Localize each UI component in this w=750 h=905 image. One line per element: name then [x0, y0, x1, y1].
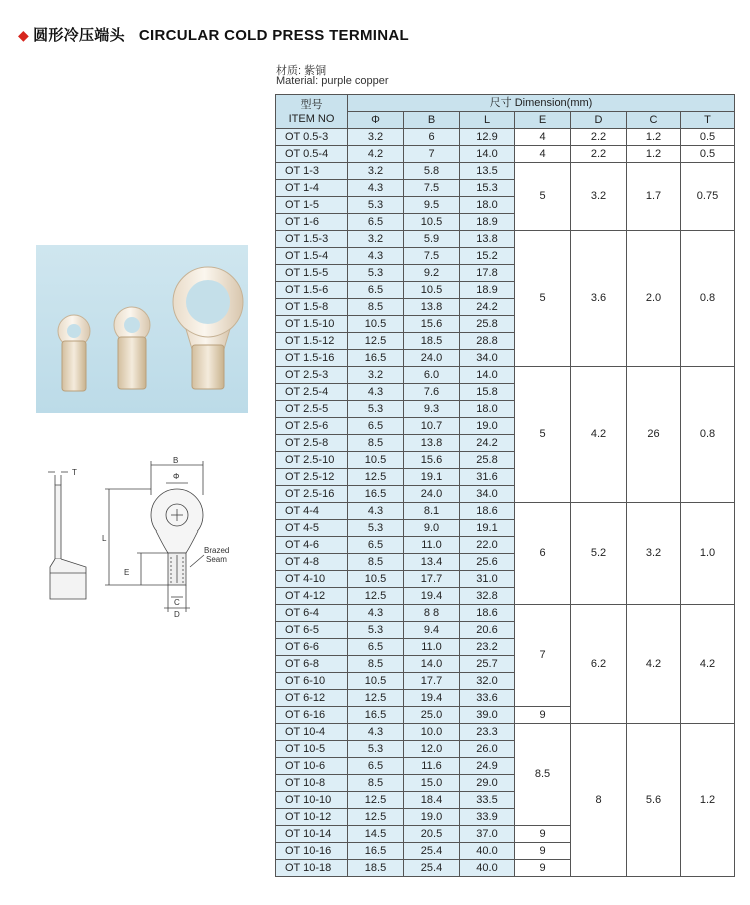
phi-cell: 5.3 [348, 401, 404, 418]
col-header-l: L [460, 112, 515, 129]
phi-cell: 12.5 [348, 809, 404, 826]
item-no-cell: OT 1.5-12 [276, 333, 348, 350]
dim-t: T [72, 468, 77, 477]
b-cell: 9.3 [404, 401, 460, 418]
item-no-cell: OT 1.5-5 [276, 265, 348, 282]
item-no-cell: OT 6-6 [276, 639, 348, 656]
phi-cell: 12.5 [348, 588, 404, 605]
b-cell: 11.0 [404, 537, 460, 554]
l-cell: 15.8 [460, 384, 515, 401]
t-cell: 0.75 [681, 163, 735, 231]
dim-c: C [174, 598, 180, 607]
b-cell: 18.5 [404, 333, 460, 350]
l-cell: 25.8 [460, 452, 515, 469]
t-cell: 0.5 [681, 146, 735, 163]
e-cell: 4 [515, 129, 571, 146]
phi-cell: 5.3 [348, 622, 404, 639]
dim-d: D [174, 610, 180, 619]
phi-cell: 12.5 [348, 690, 404, 707]
t-cell: 0.8 [681, 367, 735, 503]
b-cell: 10.7 [404, 418, 460, 435]
l-cell: 13.5 [460, 163, 515, 180]
c-cell: 4.2 [627, 605, 681, 724]
phi-cell: 5.3 [348, 520, 404, 537]
l-cell: 15.3 [460, 180, 515, 197]
item-no-cell: OT 4-5 [276, 520, 348, 537]
phi-cell: 12.5 [348, 469, 404, 486]
l-cell: 34.0 [460, 350, 515, 367]
item-no-cell: OT 6-5 [276, 622, 348, 639]
diamond-bullet-icon: ◆ [18, 27, 30, 43]
e-cell: 9 [515, 826, 571, 843]
c-cell: 1.7 [627, 163, 681, 231]
dim-l: L [102, 534, 107, 543]
b-cell: 20.5 [404, 826, 460, 843]
technical-drawing [38, 455, 258, 625]
item-no-cell: OT 2.5-12 [276, 469, 348, 486]
l-cell: 29.0 [460, 775, 515, 792]
l-cell: 37.0 [460, 826, 515, 843]
material-en: Material: purple copper [276, 75, 389, 87]
l-cell: 19.0 [460, 418, 515, 435]
l-cell: 14.0 [460, 367, 515, 384]
b-cell: 7.6 [404, 384, 460, 401]
page-title [18, 24, 409, 45]
b-cell: 11.6 [404, 758, 460, 775]
item-no-cell: OT 1.5-8 [276, 299, 348, 316]
b-cell: 11.0 [404, 639, 460, 656]
e-cell: 5 [515, 231, 571, 367]
l-cell: 31.0 [460, 571, 515, 588]
c-cell: 2.0 [627, 231, 681, 367]
item-no-cell: OT 10-10 [276, 792, 348, 809]
front-view [151, 489, 203, 585]
phi-cell: 4.3 [348, 605, 404, 622]
item-no-cell: OT 10-6 [276, 758, 348, 775]
col-header-d: D [571, 112, 627, 129]
item-no-cell: OT 2.5-5 [276, 401, 348, 418]
item-no-cell: OT 0.5-4 [276, 146, 348, 163]
large-terminal [173, 267, 243, 389]
phi-cell: 10.5 [348, 673, 404, 690]
phi-cell: 18.5 [348, 860, 404, 877]
item-no-cell: OT 1.5-6 [276, 282, 348, 299]
l-cell: 25.7 [460, 656, 515, 673]
b-cell: 18.4 [404, 792, 460, 809]
item-no-cell: OT 1-6 [276, 214, 348, 231]
b-cell: 15.0 [404, 775, 460, 792]
phi-cell: 14.5 [348, 826, 404, 843]
b-cell: 17.7 [404, 673, 460, 690]
e-cell: 9 [515, 707, 571, 724]
l-cell: 18.6 [460, 605, 515, 622]
c-cell: 1.2 [627, 129, 681, 146]
t-cell: 4.2 [681, 605, 735, 724]
title-en: CIRCULAR COLD PRESS TERMINAL [138, 27, 409, 44]
phi-cell: 12.5 [348, 333, 404, 350]
l-cell: 24.2 [460, 299, 515, 316]
b-cell: 14.0 [404, 656, 460, 673]
item-no-cell: OT 1.5-3 [276, 231, 348, 248]
l-cell: 39.0 [460, 707, 515, 724]
phi-cell: 16.5 [348, 843, 404, 860]
dim-e: E [124, 568, 130, 577]
l-cell: 15.2 [460, 248, 515, 265]
l-cell: 25.8 [460, 316, 515, 333]
material-cn: 材质: 紫铜 [276, 65, 327, 77]
e-cell: 8.5 [515, 724, 571, 826]
b-cell: 24.0 [404, 350, 460, 367]
phi-cell: 8.5 [348, 435, 404, 452]
item-no-header [276, 95, 348, 129]
b-cell: 17.7 [404, 571, 460, 588]
phi-cell: 8.5 [348, 656, 404, 673]
b-cell: 25.4 [404, 843, 460, 860]
l-cell: 32.8 [460, 588, 515, 605]
phi-cell: 10.5 [348, 316, 404, 333]
dimension-header: 尺寸 Dimension(mm) [348, 95, 735, 112]
item-no-cell: OT 4-12 [276, 588, 348, 605]
phi-cell: 6.5 [348, 418, 404, 435]
l-cell: 18.9 [460, 282, 515, 299]
phi-cell: 3.2 [348, 231, 404, 248]
b-cell: 7.5 [404, 180, 460, 197]
col-header-e: E [515, 112, 571, 129]
d-cell: 2.2 [571, 146, 627, 163]
b-cell: 8 8 [404, 605, 460, 622]
b-cell: 15.6 [404, 316, 460, 333]
phi-cell: 16.5 [348, 350, 404, 367]
b-cell: 25.4 [404, 860, 460, 877]
table-row [276, 367, 735, 384]
l-cell: 28.8 [460, 333, 515, 350]
item-no-cell: OT 6-10 [276, 673, 348, 690]
l-cell: 26.0 [460, 741, 515, 758]
d-cell: 8 [571, 724, 627, 877]
b-cell: 13.8 [404, 299, 460, 316]
title-cn: 圆形冷压端头 [33, 27, 125, 44]
item-no-cell: OT 2.5-6 [276, 418, 348, 435]
e-cell: 4 [515, 146, 571, 163]
b-cell: 9.2 [404, 265, 460, 282]
phi-cell: 4.3 [348, 384, 404, 401]
phi-cell: 6.5 [348, 537, 404, 554]
item-no-cell: OT 1.5-16 [276, 350, 348, 367]
phi-cell: 5.3 [348, 265, 404, 282]
b-cell: 13.8 [404, 435, 460, 452]
l-cell: 18.9 [460, 214, 515, 231]
l-cell: 33.9 [460, 809, 515, 826]
b-cell: 8.1 [404, 503, 460, 520]
d-cell: 5.2 [571, 503, 627, 605]
item-no-cell: OT 4-4 [276, 503, 348, 520]
l-cell: 34.0 [460, 486, 515, 503]
col-header-t: T [681, 112, 735, 129]
b-cell: 9.4 [404, 622, 460, 639]
d-cell: 6.2 [571, 605, 627, 724]
side-view [48, 472, 86, 599]
b-cell: 9.5 [404, 197, 460, 214]
phi-cell: 4.3 [348, 724, 404, 741]
table-row [276, 146, 735, 163]
table-row [276, 163, 735, 180]
d-cell: 3.2 [571, 163, 627, 231]
b-cell: 24.0 [404, 486, 460, 503]
item-no-cell: OT 6-16 [276, 707, 348, 724]
b-cell: 7 [404, 146, 460, 163]
phi-cell: 5.3 [348, 741, 404, 758]
b-cell: 15.6 [404, 452, 460, 469]
item-no-cell: OT 1-3 [276, 163, 348, 180]
phi-cell: 6.5 [348, 282, 404, 299]
e-cell: 9 [515, 860, 571, 877]
l-cell: 18.0 [460, 197, 515, 214]
l-cell: 22.0 [460, 537, 515, 554]
e-cell: 9 [515, 843, 571, 860]
t-cell: 0.8 [681, 231, 735, 367]
c-cell: 26 [627, 367, 681, 503]
item-no-cell: OT 2.5-8 [276, 435, 348, 452]
table-row [276, 129, 735, 146]
phi-cell: 16.5 [348, 486, 404, 503]
b-cell: 10.5 [404, 214, 460, 231]
b-cell: 6.0 [404, 367, 460, 384]
brazed-label: Brazed [204, 546, 230, 555]
item-no-cell: OT 10-5 [276, 741, 348, 758]
l-cell: 31.6 [460, 469, 515, 486]
l-cell: 32.0 [460, 673, 515, 690]
phi-cell: 16.5 [348, 707, 404, 724]
table-row [276, 231, 735, 248]
l-cell: 17.8 [460, 265, 515, 282]
phi-cell: 8.5 [348, 554, 404, 571]
phi-cell: 3.2 [348, 163, 404, 180]
phi-cell: 5.3 [348, 197, 404, 214]
phi-cell: 6.5 [348, 639, 404, 656]
l-cell: 18.6 [460, 503, 515, 520]
item-header-cn: 型号 [300, 98, 323, 111]
item-no-cell: OT 6-4 [276, 605, 348, 622]
item-no-cell: OT 4-6 [276, 537, 348, 554]
b-cell: 19.4 [404, 690, 460, 707]
phi-cell: 3.2 [348, 129, 404, 146]
b-cell: 19.0 [404, 809, 460, 826]
phi-cell: 8.5 [348, 299, 404, 316]
l-cell: 33.6 [460, 690, 515, 707]
item-no-cell: OT 6-12 [276, 690, 348, 707]
medium-terminal [114, 307, 150, 389]
b-cell: 5.9 [404, 231, 460, 248]
d-cell: 4.2 [571, 367, 627, 503]
e-cell: 5 [515, 163, 571, 231]
phi-cell: 10.5 [348, 571, 404, 588]
l-cell: 24.9 [460, 758, 515, 775]
l-cell: 13.8 [460, 231, 515, 248]
item-no-cell: OT 1.5-10 [276, 316, 348, 333]
col-header-c: C [627, 112, 681, 129]
item-no-cell: OT 2.5-16 [276, 486, 348, 503]
item-no-cell: OT 2.5-4 [276, 384, 348, 401]
phi-cell: 12.5 [348, 792, 404, 809]
l-cell: 23.3 [460, 724, 515, 741]
item-no-cell: OT 0.5-3 [276, 129, 348, 146]
t-cell: 0.5 [681, 129, 735, 146]
spec-table [275, 94, 735, 877]
terminals-photo-svg [36, 245, 248, 413]
e-cell: 6 [515, 503, 571, 605]
product-photo [36, 245, 248, 413]
item-no-cell: OT 2.5-3 [276, 367, 348, 384]
table-row [276, 503, 735, 520]
item-no-cell: OT 6-8 [276, 656, 348, 673]
col-header-b: B [404, 112, 460, 129]
item-no-cell: OT 10-8 [276, 775, 348, 792]
b-cell: 7.5 [404, 248, 460, 265]
c-cell: 5.6 [627, 724, 681, 877]
b-cell: 19.1 [404, 469, 460, 486]
item-no-cell: OT 10-16 [276, 843, 348, 860]
table-row [276, 605, 735, 622]
l-cell: 19.1 [460, 520, 515, 537]
b-cell: 6 [404, 129, 460, 146]
l-cell: 20.6 [460, 622, 515, 639]
l-cell: 25.6 [460, 554, 515, 571]
l-cell: 23.2 [460, 639, 515, 656]
item-header-en: ITEM NO [288, 112, 335, 125]
dim-b: B [173, 456, 179, 465]
l-cell: 12.9 [460, 129, 515, 146]
item-no-cell: OT 4-8 [276, 554, 348, 571]
l-cell: 24.2 [460, 435, 515, 452]
e-cell: 5 [515, 367, 571, 503]
l-cell: 40.0 [460, 860, 515, 877]
item-no-cell: OT 10-18 [276, 860, 348, 877]
item-no-cell: OT 10-4 [276, 724, 348, 741]
item-no-cell: OT 10-12 [276, 809, 348, 826]
dim-phi: Φ [173, 472, 180, 481]
phi-cell: 6.5 [348, 758, 404, 775]
b-cell: 9.0 [404, 520, 460, 537]
l-cell: 40.0 [460, 843, 515, 860]
b-cell: 10.5 [404, 282, 460, 299]
b-cell: 10.0 [404, 724, 460, 741]
d-cell: 2.2 [571, 129, 627, 146]
t-cell: 1.2 [681, 724, 735, 877]
item-no-cell: OT 1.5-4 [276, 248, 348, 265]
c-cell: 3.2 [627, 503, 681, 605]
b-cell: 13.4 [404, 554, 460, 571]
b-cell: 12.0 [404, 741, 460, 758]
item-no-cell: OT 1-4 [276, 180, 348, 197]
c-cell: 1.2 [627, 146, 681, 163]
item-no-cell: OT 2.5-10 [276, 452, 348, 469]
phi-cell: 4.3 [348, 503, 404, 520]
item-no-cell: OT 10-14 [276, 826, 348, 843]
b-cell: 25.0 [404, 707, 460, 724]
col-header-phi: Φ [348, 112, 404, 129]
t-cell: 1.0 [681, 503, 735, 605]
e-cell: 7 [515, 605, 571, 707]
phi-cell: 4.2 [348, 146, 404, 163]
small-terminal [58, 315, 90, 391]
item-no-cell: OT 4-10 [276, 571, 348, 588]
l-cell: 14.0 [460, 146, 515, 163]
l-cell: 33.5 [460, 792, 515, 809]
d-cell: 3.6 [571, 231, 627, 367]
l-cell: 18.0 [460, 401, 515, 418]
phi-cell: 4.3 [348, 180, 404, 197]
phi-cell: 4.3 [348, 248, 404, 265]
phi-cell: 8.5 [348, 775, 404, 792]
phi-cell: 6.5 [348, 214, 404, 231]
item-no-cell: OT 1-5 [276, 197, 348, 214]
b-cell: 19.4 [404, 588, 460, 605]
b-cell: 5.8 [404, 163, 460, 180]
table-row [276, 724, 735, 741]
seam-label: Seam [206, 555, 227, 564]
phi-cell: 3.2 [348, 367, 404, 384]
phi-cell: 10.5 [348, 452, 404, 469]
